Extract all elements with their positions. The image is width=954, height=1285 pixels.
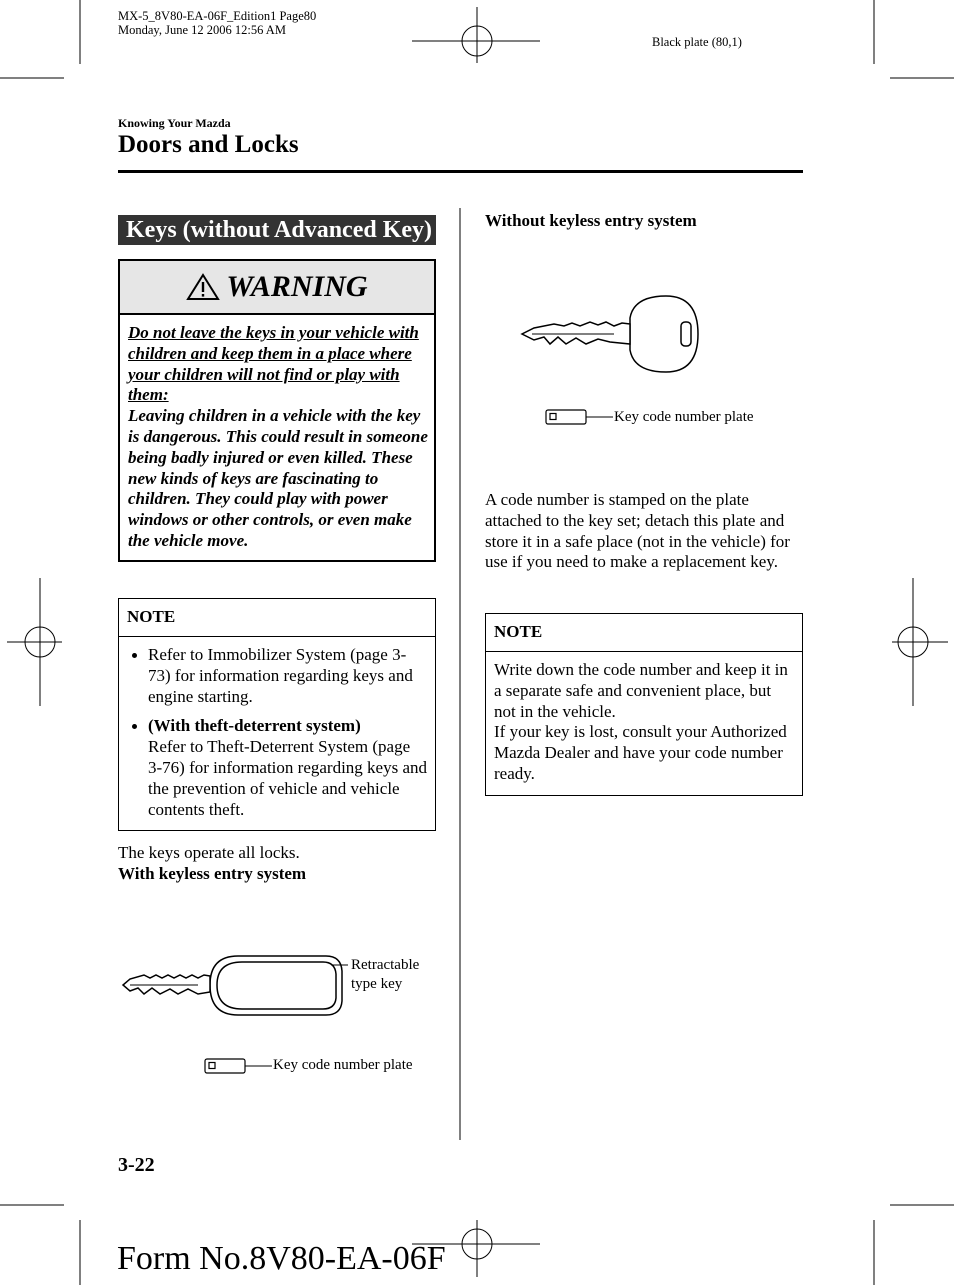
print-date-line: Monday, June 12 2006 12:56 AM bbox=[118, 23, 286, 37]
warning-body bbox=[120, 315, 434, 560]
warning-lead: Do not leave the keys in your vehicle with children and keep them in a place where your children will not find or play with them: bbox=[128, 323, 419, 405]
note-box-right bbox=[485, 613, 803, 796]
note-body bbox=[119, 637, 435, 830]
page-title: Doors and Locks bbox=[118, 131, 299, 158]
standard-key-illustration bbox=[518, 294, 704, 376]
note-box-left bbox=[118, 598, 436, 831]
plate-label: Black plate (80,1) bbox=[652, 35, 742, 49]
retractable-label-2: type key bbox=[351, 976, 403, 992]
warning-text: Leaving children in a vehicle with the key is dangerous. This could result in someone being badly injured or even killed. These new kinds of keys are fascinating to children. They could play with power windows or other controls, or even make the vehicle move. bbox=[128, 406, 428, 550]
form-number: Form No.8V80-EA-06F bbox=[117, 1240, 446, 1277]
key-code-plate-label-right: Key code number plate bbox=[614, 409, 754, 425]
no-keyless-subheading: Without keyless entry system bbox=[485, 211, 697, 230]
code-number-paragraph: A code number is stamped on the plate attached to the key set; detach this plate and store it in a safe place (not in the vehicle) for use if you need to make a replacement key. bbox=[485, 490, 790, 572]
note-label: NOTE bbox=[119, 599, 435, 637]
keys-operate-paragraph: The keys operate all locks. bbox=[118, 843, 300, 862]
keyless-subheading: With keyless entry system bbox=[118, 864, 307, 883]
note-label-right: NOTE bbox=[486, 614, 802, 652]
page-number: 3-22 bbox=[118, 1154, 155, 1176]
print-file-line: MX-5_8V80-EA-06F_Edition1 Page80 bbox=[118, 9, 317, 23]
note-item-immobilizer: Refer to Immobilizer System (page 3-73) for information regarding keys and engine starting. bbox=[127, 645, 427, 707]
note-body-right: Write down the code number and keep it in a separate safe and convenient place, but not in the vehicle. If your key is lost, consult your Authorized Mazda Dealer and have your code number ready. bbox=[494, 660, 788, 783]
warning-label: WARNING bbox=[226, 270, 368, 303]
warning-triangle-icon bbox=[186, 273, 220, 301]
keys-heading: Keys (without Advanced Key) bbox=[118, 215, 436, 245]
title-rule bbox=[118, 170, 803, 173]
section-label: Knowing Your Mazda bbox=[118, 116, 231, 130]
warning-header bbox=[120, 261, 434, 315]
warning-box bbox=[118, 259, 436, 562]
note-item-theft-deterrent: (With theft-deterrent system) Refer to Theft-Deterrent System (page 3-76) for information regarding keys and the prevention of vehicle and vehicle contents theft. bbox=[127, 716, 427, 820]
retractable-label-1: Retractable bbox=[351, 957, 420, 973]
key-code-plate-icon-right bbox=[545, 409, 615, 425]
key-code-plate-icon bbox=[204, 1058, 274, 1074]
retractable-key-illustration bbox=[118, 948, 358, 1020]
note-list bbox=[127, 645, 427, 820]
key-code-plate-label-left: Key code number plate bbox=[273, 1057, 413, 1073]
